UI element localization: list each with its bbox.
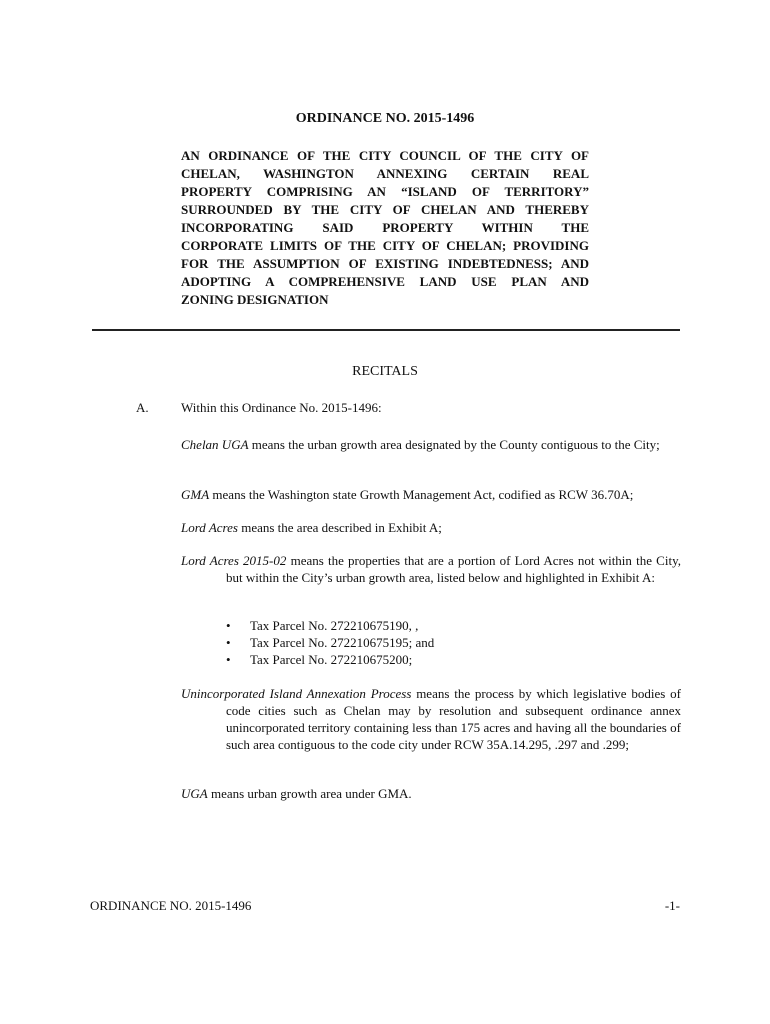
parcel-list — [226, 617, 434, 668]
bullet-icon: • — [226, 635, 231, 650]
list-item — [226, 617, 434, 634]
definition-term: UGA — [181, 786, 208, 801]
definition-text: means urban growth area under GMA. — [207, 786, 412, 801]
bullet-icon: • — [226, 618, 231, 633]
caption-line: FOR THE ASSUMPTION OF EXISTING INDEBTEDNESS; AND — [181, 256, 589, 271]
parcel-text: Tax Parcel No. 272210675200; — [250, 652, 413, 667]
definition-chelan-uga — [181, 436, 681, 453]
definition-lord-acres-2015-02 — [181, 552, 681, 586]
ordinance-title: ORDINANCE NO. 2015-1496 — [295, 111, 475, 126]
definition-text: means the Washington state Growth Management Act, codified as RCW 36.70A; — [209, 487, 634, 502]
caption-line: ZONING DESIGNATION — [181, 292, 329, 307]
ordinance-caption — [181, 147, 589, 309]
definition-term: Chelan UGA — [181, 437, 249, 452]
definition-lord-acres — [181, 519, 681, 536]
list-item — [226, 651, 434, 668]
definition-text: means the urban growth area designated by the County contiguous to the City; — [248, 437, 660, 452]
definition-term: Unincorporated Island Annexation Process — [181, 686, 412, 701]
section-letter: A. — [136, 400, 149, 415]
definition-text: means the process by which legislative bodies of code cities such as Chelan may by resolution and subsequent ordinance annex unincorporated territory containing less than 175 acres and having all the boundaries of such area contiguous to the code city under RCW 35A.14.295, .297 and .299; — [226, 686, 681, 752]
footer-ordinance-label: ORDINANCE NO. 2015-1496 — [90, 898, 252, 913]
recitals-heading: RECITALS — [352, 364, 418, 379]
caption-line: SURROUNDED BY THE CITY OF CHELAN AND THEREBY — [181, 202, 589, 217]
parcel-text: Tax Parcel No. 272210675190, , — [250, 618, 419, 633]
list-item — [226, 634, 434, 651]
page-number: -1- — [664, 898, 680, 913]
caption-line: CORPORATE LIMITS OF THE CITY OF CHELAN; PROVIDING — [181, 238, 589, 253]
definition-term: Lord Acres — [181, 520, 238, 535]
parcel-text: Tax Parcel No. 272210675195; and — [250, 635, 435, 650]
definition-uga — [181, 785, 681, 802]
definition-text: means the properties that are a portion of Lord Acres not within the City, but within the City’s urban growth area, listed below and highlighted in Exhibit A: — [226, 553, 681, 585]
definition-term: Lord Acres 2015-02 — [181, 553, 287, 568]
bullet-icon: • — [226, 652, 231, 667]
caption-line: PROPERTY COMPRISING AN “ISLAND OF TERRITORY” — [181, 184, 589, 199]
section-intro: Within this Ordinance No. 2015-1496: — [181, 400, 382, 415]
caption-line: AN ORDINANCE OF THE CITY COUNCIL OF THE CITY OF — [181, 148, 589, 163]
caption-line: ADOPTING A COMPREHENSIVE LAND USE PLAN AND — [181, 274, 589, 289]
definition-text: means the area described in Exhibit A; — [237, 520, 442, 535]
horizontal-divider — [92, 329, 680, 331]
definition-island-annexation — [181, 685, 681, 753]
definition-term: GMA — [181, 487, 210, 502]
definition-gma — [181, 486, 681, 503]
caption-line: INCORPORATING SAID PROPERTY WITHIN THE — [181, 220, 589, 235]
caption-line: CHELAN, WASHINGTON ANNEXING CERTAIN REAL — [181, 166, 589, 181]
